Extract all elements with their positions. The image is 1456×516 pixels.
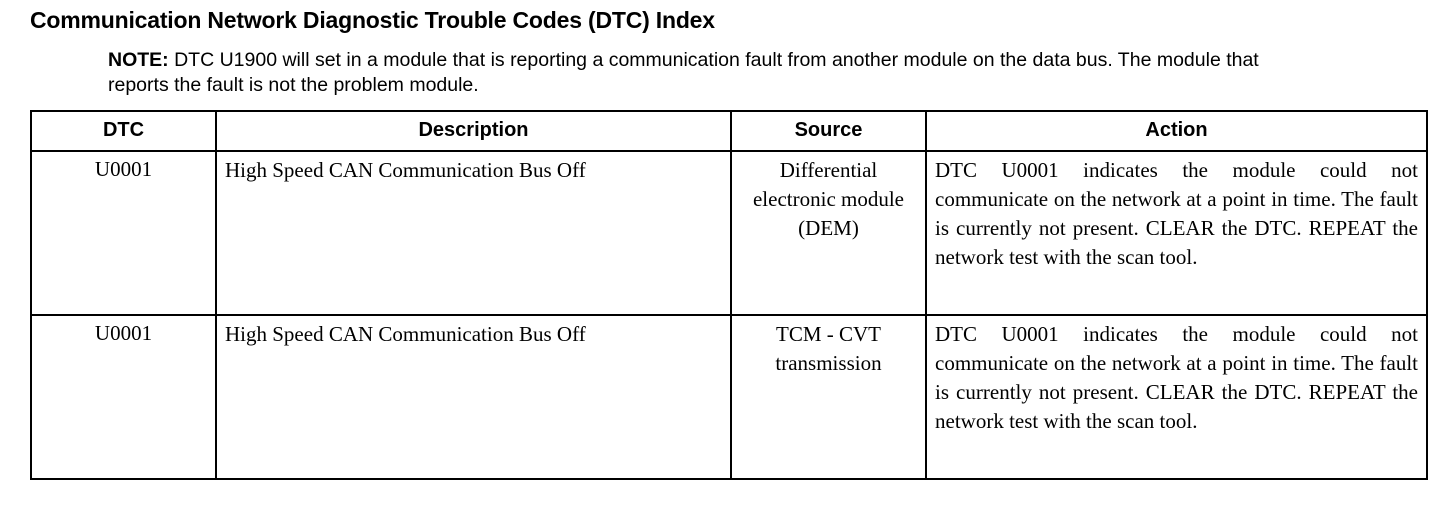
cell-action: DTC U0001 indicates the module could not communicate on the network at a point in time. The fault is currently not present. CLEAR the DTC. REPEAT the network test with the scan tool. [926, 315, 1427, 479]
cell-dtc: U0001 [31, 315, 216, 479]
column-header-description: Description [216, 111, 731, 151]
page-title: Communication Network Diagnostic Trouble Codes (DTC) Index [30, 7, 715, 33]
column-header-dtc: DTC [31, 111, 216, 151]
note-text: DTC U1900 will set in a module that is reporting a communication fault from another module on the data bus. The module that reports the fault is not the problem module. [108, 49, 1259, 96]
cell-action: DTC U0001 indicates the module could not communicate on the network at a point in time. The fault is currently not present. CLEAR the DTC. REPEAT the network test with the scan tool. [926, 151, 1427, 315]
table-header-row [31, 111, 1427, 151]
dtc-index-table [30, 110, 1428, 480]
note-block [108, 48, 1298, 98]
table-row [31, 151, 1427, 315]
cell-source: TCM - CVT transmission [731, 315, 926, 479]
column-header-action: Action [926, 111, 1427, 151]
cell-description: High Speed CAN Communication Bus Off [216, 151, 731, 315]
table-body [31, 151, 1427, 479]
cell-source: Differential electronic module (DEM) [731, 151, 926, 315]
note-label: NOTE: [108, 49, 169, 71]
column-header-source: Source [731, 111, 926, 151]
cell-dtc: U0001 [31, 151, 216, 315]
cell-description: High Speed CAN Communication Bus Off [216, 315, 731, 479]
table-header [31, 111, 1427, 151]
table-row [31, 315, 1427, 479]
document-page [0, 6, 1456, 516]
